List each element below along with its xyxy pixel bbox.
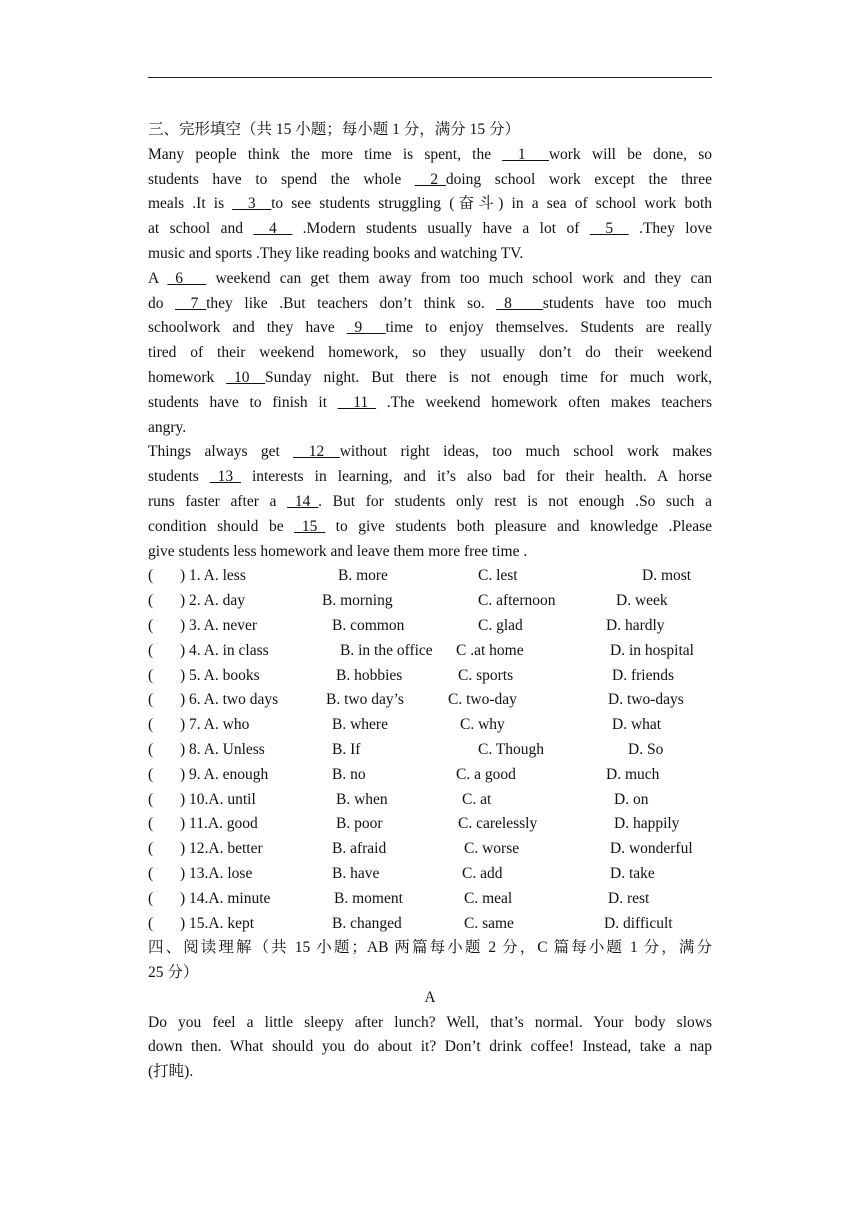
option-q: ) 1. A. less <box>180 567 246 585</box>
options-list <box>148 564 712 936</box>
text-line <box>148 440 712 465</box>
exam-content <box>148 118 712 1085</box>
passage-line: Do you feel a little sleepy after lunch? Well, that’s normal. Your body slows <box>148 1013 712 1031</box>
option-row <box>148 788 712 813</box>
blank-field: _15_ <box>294 517 326 535</box>
option-c: C. lest <box>478 567 518 585</box>
text-line <box>148 242 712 267</box>
text-segment: without right ideas, too much school work makes <box>339 443 712 461</box>
text-line <box>148 366 712 391</box>
text-line <box>148 391 712 416</box>
option-row <box>148 912 712 937</box>
option-d: D. most <box>642 567 692 585</box>
reading-passage-a <box>148 1011 712 1085</box>
cloze-paragraph-1 <box>148 143 712 267</box>
option-c: C. at <box>462 790 492 808</box>
section4-heading-line2: 25 分） <box>148 964 199 982</box>
option-d: D. friends <box>612 666 674 684</box>
option-d: D. two-days <box>608 691 684 709</box>
option-d: D. happily <box>614 815 680 833</box>
text-line <box>148 341 712 366</box>
option-b: B. afraid <box>332 840 387 858</box>
option-c: C. meal <box>464 889 513 907</box>
option-row <box>148 887 712 912</box>
option-b: B. changed <box>332 914 402 932</box>
option-q: ) 15.A. kept <box>180 914 255 932</box>
text-segment: .Modern students usually have a lot of <box>292 220 590 238</box>
option-d: D. take <box>610 864 655 882</box>
option-b: B. morning <box>322 592 393 610</box>
text-segment: work will be done, so <box>548 145 713 163</box>
option-c: C. afternoon <box>478 592 556 610</box>
answer-bracket: ( <box>148 864 154 882</box>
option-q: ) 13.A. lose <box>180 864 253 882</box>
section4-heading-line1: 四、阅读理解（共 15 小题；AB 两篇每小题 2 分，C 篇每小题 1 分，满分 <box>148 939 712 957</box>
option-c: C. worse <box>464 840 520 858</box>
text-line <box>148 416 712 441</box>
option-q: ) 7. A. who <box>180 716 250 734</box>
text-segment: students have too much <box>542 294 713 312</box>
text-segment: condition should be <box>148 517 295 535</box>
blank-field: __5__ <box>589 220 629 238</box>
option-q: ) 10.A. until <box>180 790 256 808</box>
option-b: B. moment <box>334 889 403 907</box>
answer-bracket: ( <box>148 740 154 758</box>
option-c: C. why <box>460 716 505 734</box>
text-line <box>148 316 712 341</box>
text-segment: give students less homework and leave them more free time . <box>148 542 528 560</box>
text-segment: A <box>148 269 168 287</box>
option-q: ) 11.A. good <box>180 815 258 833</box>
text-segment: . But for students only rest is not enough .So such a <box>318 492 712 510</box>
option-row <box>148 713 712 738</box>
option-q: ) 9. A. enough <box>180 765 269 783</box>
text-segment: interests in learning, and it’s also bad for their health. A horse <box>240 468 712 486</box>
option-c: C. two-day <box>448 691 517 709</box>
text-line <box>148 292 712 317</box>
option-d: D. much <box>606 765 660 783</box>
answer-bracket: ( <box>148 914 154 932</box>
option-b: B. hobbies <box>336 666 403 684</box>
option-q: ) 14.A. minute <box>180 889 271 907</box>
option-b: B. when <box>336 790 388 808</box>
cloze-paragraph-2 <box>148 267 712 441</box>
option-b: B. more <box>338 567 388 585</box>
option-row <box>148 688 712 713</box>
text-segment: angry. <box>148 418 187 436</box>
blank-field: __12__ <box>293 443 340 461</box>
option-d: D. hardly <box>606 616 665 634</box>
option-row <box>148 564 712 589</box>
answer-bracket: ( <box>148 592 154 610</box>
option-d: D. difficult <box>604 914 673 932</box>
answer-bracket: ( <box>148 666 154 684</box>
option-q: ) 6. A. two days <box>180 691 279 709</box>
text-segment: .They love <box>628 220 712 238</box>
option-d: D. rest <box>608 889 650 907</box>
option-c: C. same <box>464 914 514 932</box>
option-row <box>148 862 712 887</box>
text-line <box>148 540 712 565</box>
text-segment: students have to finish it <box>148 393 338 411</box>
option-row <box>148 614 712 639</box>
option-b: B. common <box>332 616 405 634</box>
option-d: D. on <box>614 790 649 808</box>
passage-label: A <box>424 988 436 1006</box>
text-segment: time to enjoy themselves. Students are really <box>385 319 712 337</box>
text-segment: students <box>148 468 210 486</box>
text-line <box>148 168 712 193</box>
text-segment: weekend can get them away from too much school work and they can <box>206 269 712 287</box>
blank-field: __3__ <box>232 195 272 213</box>
option-row <box>148 738 712 763</box>
answer-bracket: ( <box>148 840 154 858</box>
option-b: B. in the office <box>340 641 433 659</box>
answer-bracket: ( <box>148 765 154 783</box>
text-line <box>148 490 712 515</box>
passage-line: (打盹). <box>148 1063 194 1081</box>
option-d: D. what <box>612 716 662 734</box>
blank-field: _6___ <box>167 269 207 287</box>
option-b: B. two day’s <box>326 691 404 709</box>
answer-bracket: ( <box>148 616 154 634</box>
text-segment: Many people think the more time is spent, the <box>148 145 503 163</box>
option-row <box>148 837 712 862</box>
blank-field: _10__ <box>226 368 266 386</box>
option-b: B. no <box>332 765 366 783</box>
option-row <box>148 812 712 837</box>
option-q: ) 8. A. Unless <box>180 740 265 758</box>
option-d: D. week <box>616 592 668 610</box>
text-segment: Things always get <box>148 443 294 461</box>
option-row <box>148 664 712 689</box>
blank-field: __1___ <box>502 145 549 163</box>
header-rule <box>148 77 712 78</box>
text-segment: they like .But teachers don’t think so. <box>206 294 497 312</box>
blank-field: _8____ <box>496 294 543 312</box>
text-segment: students have to spend the whole <box>148 170 415 188</box>
option-d: D. So <box>628 740 664 758</box>
blank-field: __2_ <box>414 170 446 188</box>
option-q: ) 3. A. never <box>180 616 258 634</box>
option-q: ) 2. A. day <box>180 592 246 610</box>
option-c: C. sports <box>458 666 514 684</box>
option-b: B. where <box>332 716 388 734</box>
text-segment: doing school work except the three <box>445 170 712 188</box>
section3-heading: 三、完形填空（共 15 小题；每小题 1 分，满分 15 分） <box>148 121 521 138</box>
answer-bracket: ( <box>148 815 154 833</box>
text-segment: do <box>148 294 176 312</box>
option-d: D. in hospital <box>610 641 694 659</box>
blank-field: __11_ <box>337 393 376 411</box>
text-segment: to see students struggling (奋斗) in a sea of school work both <box>271 195 712 213</box>
passage-line: down then. What should you do about it? Don’t drink coffee! Instead, take a nap <box>148 1038 712 1056</box>
option-d: D. wonderful <box>610 840 693 858</box>
text-segment: runs faster after a <box>148 492 288 510</box>
answer-bracket: ( <box>148 889 154 907</box>
answer-bracket: ( <box>148 691 154 709</box>
option-row <box>148 589 712 614</box>
cloze-paragraph-3 <box>148 440 712 564</box>
option-b: B. poor <box>336 815 383 833</box>
text-segment: .The weekend homework often makes teachers <box>375 393 713 411</box>
option-c: C. carelessly <box>458 815 538 833</box>
blank-field: _9___ <box>346 319 386 337</box>
option-c: C. glad <box>478 616 523 634</box>
answer-bracket: ( <box>148 641 154 659</box>
blank-field: __4__ <box>253 220 293 238</box>
option-row <box>148 763 712 788</box>
text-segment: at school and <box>148 220 254 238</box>
answer-bracket: ( <box>148 567 154 585</box>
text-segment: tired of their weekend homework, so they usually don’t do their weekend <box>148 344 712 362</box>
option-c: C. a good <box>456 765 516 783</box>
option-q: ) 4. A. in class <box>180 641 269 659</box>
option-c: C. add <box>462 864 503 882</box>
text-segment: music and sports .They like reading books and watching TV. <box>148 244 524 262</box>
text-line <box>148 217 712 242</box>
option-b: B. If <box>332 740 361 758</box>
text-segment: meals .It is <box>148 195 233 213</box>
answer-bracket: ( <box>148 716 154 734</box>
option-c: C. Though <box>478 740 545 758</box>
text-line <box>148 192 712 217</box>
text-line <box>148 515 712 540</box>
option-c: C .at home <box>456 641 524 659</box>
text-line <box>148 465 712 490</box>
option-q: ) 12.A. better <box>180 840 263 858</box>
blank-field: _13_ <box>209 468 241 486</box>
text-line <box>148 267 712 292</box>
text-segment: schoolwork and they have <box>148 319 347 337</box>
option-q: ) 5. A. books <box>180 666 260 684</box>
text-segment: homework <box>148 368 227 386</box>
text-segment: Sunday night. But there is not enough time for much work, <box>265 368 712 386</box>
option-row <box>148 639 712 664</box>
text-segment: to give students both pleasure and knowledge .Please <box>325 517 712 535</box>
blank-field: _14_ <box>287 492 319 510</box>
text-line <box>148 143 712 168</box>
answer-bracket: ( <box>148 790 154 808</box>
blank-field: __7_ <box>175 294 207 312</box>
option-b: B. have <box>332 864 380 882</box>
